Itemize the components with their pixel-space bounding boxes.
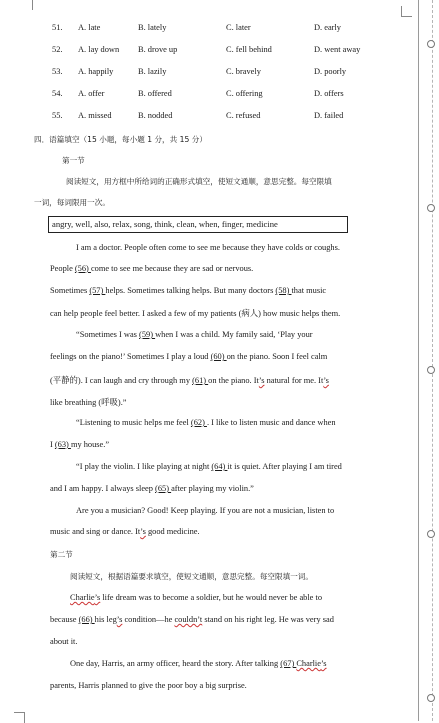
crop-mark-top-left	[22, 0, 33, 10]
passage-line	[50, 440, 109, 449]
binding-hole-icon	[427, 530, 435, 538]
blank-65[interactable]: (65)	[155, 484, 172, 493]
passage-line	[50, 615, 334, 624]
option-a: A. offer	[78, 89, 105, 98]
text: ’s	[258, 376, 265, 385]
part1-instruction-cont: 一词，每词限用一次。	[34, 198, 110, 207]
text: when I was a child. My family said, ‘Play your	[155, 330, 313, 339]
text: natural for me. It	[264, 376, 324, 385]
blank-66[interactable]: (66)	[78, 615, 95, 624]
binding-hole-icon	[427, 40, 435, 48]
text: it is quiet. After playing I am tired	[227, 462, 342, 471]
blank-56[interactable]: (56)	[74, 264, 91, 273]
option-b: B. drove up	[138, 45, 178, 54]
text: ’s	[320, 659, 327, 668]
option-b: B. lately	[138, 23, 167, 32]
passage-line: about it.	[50, 637, 78, 646]
option-d: D. failed	[314, 111, 344, 120]
option-c: C. refused	[226, 111, 261, 120]
binding-hole-icon	[427, 204, 435, 212]
passage-line: Are you a musician? Good! Keep playing. If you are not a musician, listen to	[76, 506, 335, 515]
text: One day, Harris, an army officer, heard the story. After talking	[70, 659, 281, 668]
text: on the piano. It	[208, 376, 259, 385]
text: because	[50, 615, 79, 624]
option-d: D. offers	[314, 89, 344, 98]
question-number: 52.	[52, 45, 63, 54]
option-a: A. lay down	[78, 45, 120, 54]
text: that music	[291, 286, 327, 295]
text: “Sometimes I was	[76, 330, 140, 339]
text: music and sing or dance. It	[50, 527, 141, 536]
text: ’s	[116, 615, 123, 624]
passage-line	[76, 330, 313, 339]
part2-title: 第二节	[50, 550, 73, 559]
blank-64[interactable]: (64)	[211, 462, 228, 471]
text: Charlie	[296, 659, 321, 668]
option-c: C. offering	[226, 89, 263, 98]
text: helps. Sometimes talking helps. But many doctors	[105, 286, 276, 295]
passage-line	[70, 593, 322, 602]
binding-cut-line	[432, 0, 433, 721]
right-margin-rule	[418, 0, 419, 721]
option-a: A. missed	[78, 111, 112, 120]
crop-mark-top-right	[401, 6, 412, 17]
crop-mark-bottom-left	[14, 712, 25, 723]
passage-line: can help people feel better. I asked a few of my patients (病人) how music helps them.	[50, 309, 341, 318]
option-d: D. poorly	[314, 67, 347, 76]
text: feelings on the piano!’ Sometimes I play a loud	[50, 352, 211, 361]
passage-line	[50, 264, 253, 273]
text: after playing my violin.”	[171, 484, 254, 493]
text: come to see me because they are sad or nervous.	[90, 264, 254, 273]
option-b: B. lazily	[138, 67, 167, 76]
option-c: C. bravely	[226, 67, 261, 76]
text: ’s	[323, 376, 329, 385]
section-heading: 四．语篇填空（15 小题，每小题 1 分，共 15 分）	[34, 135, 207, 144]
blank-60[interactable]: (60)	[210, 352, 227, 361]
question-number: 54.	[52, 89, 63, 98]
passage-line: I am a doctor. People often come to see me because they have colds or coughs.	[76, 243, 340, 252]
blank-58[interactable]: (58)	[275, 286, 292, 295]
text: . I like to listen music and dance when	[206, 418, 336, 427]
passage-line: like breathing (呼吸).”	[50, 398, 127, 407]
part1-title: 第一节	[62, 156, 85, 165]
blank-61[interactable]: (61)	[192, 376, 209, 385]
text: couldn’t	[174, 615, 203, 624]
text: ’s	[94, 593, 101, 602]
option-d: D. went away	[314, 45, 361, 54]
binding-hole-icon	[427, 366, 435, 374]
text: on the piano. Soon I feel calm	[226, 352, 328, 361]
passage-line	[76, 462, 342, 471]
option-d: D. early	[314, 23, 341, 32]
question-number: 55.	[52, 111, 63, 120]
passage-line	[50, 352, 327, 361]
text: I	[50, 440, 55, 449]
option-c: C. fell behind	[226, 45, 272, 54]
question-number: 51.	[52, 23, 63, 32]
text: People	[50, 264, 75, 273]
option-c: C. later	[226, 23, 251, 32]
text: and I am happy. I always sleep	[50, 484, 156, 493]
text: “I play the violin. I like playing at night	[76, 462, 212, 471]
passage-line: parents, Harris planned to give the poor boy a big surprise.	[50, 681, 247, 690]
text: life dream was to become a soldier, but he would never be able to	[100, 593, 323, 602]
question-number: 53.	[52, 67, 63, 76]
part2-instruction: 阅读短文，根据语篇要求填空，使短文通顺，意思完整。每空限填一词。	[70, 572, 313, 581]
text: “Listening to music helps me feel	[76, 418, 191, 427]
blank-63[interactable]: (63)	[54, 440, 71, 449]
text: good medicine.	[145, 527, 200, 536]
blank-57[interactable]: (57)	[89, 286, 106, 295]
option-a: A. happily	[78, 67, 114, 76]
passage-line	[50, 484, 254, 493]
passage-line	[50, 527, 200, 536]
option-b: B. offered	[138, 89, 172, 98]
text: ’s	[140, 527, 146, 536]
text: (平静的). I can laugh and cry through my	[50, 376, 193, 385]
blank-62[interactable]: (62)	[190, 418, 207, 427]
passage-line	[70, 659, 327, 668]
passage-line	[76, 418, 336, 427]
part1-instruction: 阅读短文，用方框中所给词的正确形式填空，使短文通顺，意思完整。每空限填	[66, 177, 332, 186]
text: stand on his right leg. He was very sad	[202, 615, 334, 624]
blank-67[interactable]: (67)	[280, 659, 297, 668]
binding-hole-icon	[427, 694, 435, 702]
option-a: A. late	[78, 23, 101, 32]
text: his leg	[94, 615, 117, 624]
text: condition—he	[122, 615, 175, 624]
passage-line	[50, 286, 326, 295]
text: my house.”	[70, 440, 110, 449]
text: Charlie	[70, 593, 95, 602]
text: Sometimes	[50, 286, 90, 295]
option-b: B. nodded	[138, 111, 173, 120]
word-bank-box: angry, well, also, relax, song, think, clean, when, finger, medicine	[48, 216, 348, 233]
passage-line	[50, 374, 329, 386]
blank-59[interactable]: (59)	[139, 330, 156, 339]
